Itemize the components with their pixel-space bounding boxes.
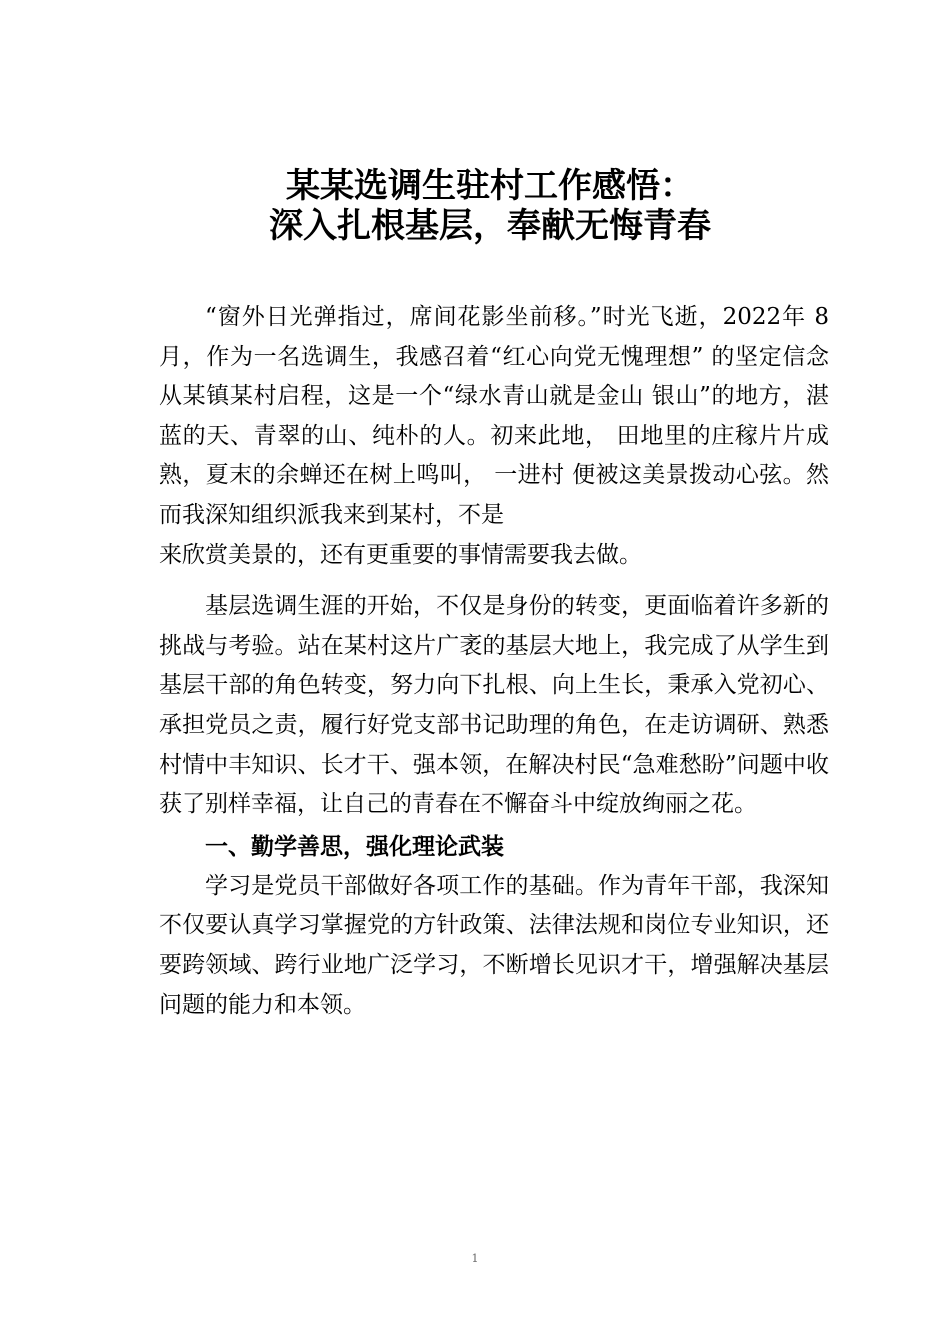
paragraph-1-continuation: 来欣赏美景的，还有更重要的事情需要我去做。 — [159, 541, 642, 568]
page-number: 1 — [471, 1252, 479, 1265]
document-title-line-1: 某某选调生驻村工作感悟： — [286, 166, 694, 206]
paragraph-3: 学习是党员干部做好各项工作的基础。作为青年干部，我深知不仅要认真学习掌握党的方针政策、法律法规和岗位专业知识，还要跨领域、跨行业地广泛学习，不断增长见识才干，增强解决基层问题的能力和本领。 — [159, 872, 829, 1018]
document-body — [159, 298, 829, 1025]
paragraph-1: “窗外日光弹指过，席间花影坐前移。”时光飞逝，2022年 8 月，作为一名选调生，我感召着“红心向党无愧理想” 的坚定信念从某镇某村启程，这是一个“绿水青山就是金山 银山”的地方，湛蓝的天、青翠的山、纯朴的人。初来此地， 田地里的庄稼片片成熟，夏末的余蝉还在树上鸣叫， 一进村 便被这美景拨动心弦。然而我深知组织派我来到某村，不是 — [159, 304, 829, 528]
paragraph-2: 基层选调生涯的开始，不仅是身份的转变，更面临着许多新的挑战与考验。站在某村这片广袤的基层大地上，我完成了从学生到基层干部的角色转变，努力向下扎根、向上生长，秉承入党初心、承担党员之责，履行好党支部书记助理的角色，在走访调研、熟悉村情中丰知识、长才干、强本领，在解决村民“急难愁盼”问题中收获了别样幸福，让自己的青春在不懈奋斗中绽放绚丽之花。 — [159, 593, 829, 818]
document-title-line-2: 深入扎根基层，奉献无悔青春 — [269, 206, 711, 246]
section-heading: 一、勤学善思，强化理论武装 — [205, 833, 504, 860]
